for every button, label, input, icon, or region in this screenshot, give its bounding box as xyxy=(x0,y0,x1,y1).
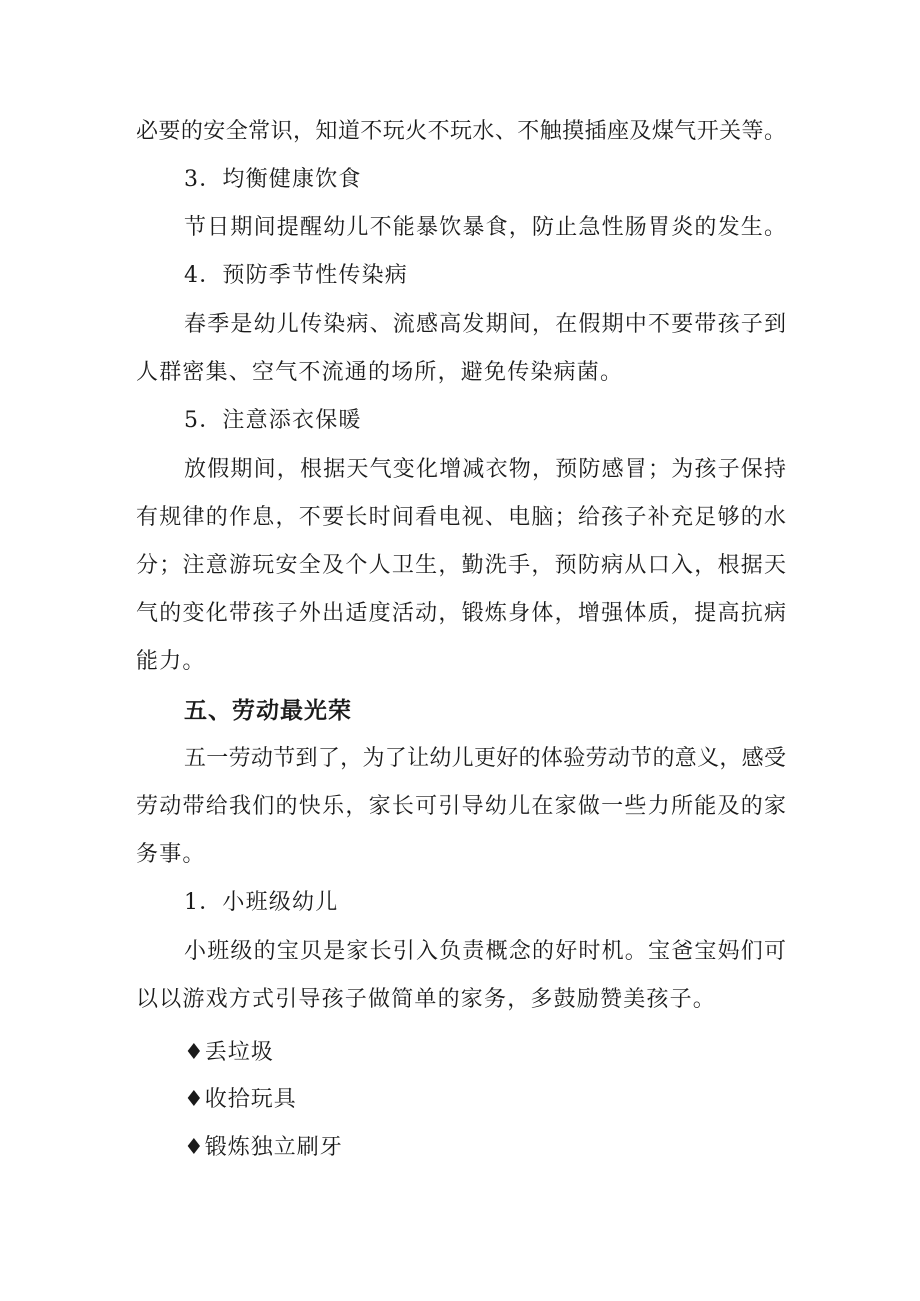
subheading-3: 3．均衡健康饮食 xyxy=(184,167,362,192)
subheading-4: 4．预防季节性传染病 xyxy=(184,263,408,288)
paragraph-line: 必要的安全常识，知道不玩火不玩水、不触摸插座及煤气开关等。 xyxy=(136,119,786,144)
paragraph-line: 务事。 xyxy=(136,842,206,867)
paragraph-line: 有规律的作息，不要长时间看电视、电脑；给孩子补充足够的水 xyxy=(136,505,786,530)
list-item: ♦收拾玩具 xyxy=(184,1087,297,1112)
paragraph-line: 以以游戏方式引导孩子做简单的家务，多鼓励赞美孩子。 xyxy=(136,987,717,1012)
paragraph-line: 能力。 xyxy=(136,649,206,674)
subheading-1: 1．小班级幼儿 xyxy=(184,890,339,915)
paragraph-line: 放假期间，根据天气变化增减衣物，预防感冒；为孩子保持 xyxy=(184,457,786,482)
paragraph-line: 小班级的宝贝是家长引入负责概念的好时机。宝爸宝妈们可 xyxy=(184,939,786,964)
paragraph-line: 人群密集、空气不流通的场所，避免传染病菌。 xyxy=(136,360,624,385)
paragraph-line: 节日期间提醒幼儿不能暴饮暴食，防止急性肠胃炎的发生。 xyxy=(184,215,788,240)
section-heading: 五、劳动最光荣 xyxy=(184,698,352,724)
paragraph-line: 劳动带给我们的快乐，家长可引导幼儿在家做一些力所能及的家 xyxy=(136,794,786,819)
list-item: ♦丢垃圾 xyxy=(184,1040,274,1065)
paragraph-line: 春季是幼儿传染病、流感高发期间，在假期中不要带孩子到 xyxy=(184,312,786,337)
paragraph-line: 分；注意游玩安全及个人卫生，勤洗手，预防病从口入，根据天 xyxy=(136,553,786,578)
paragraph-line: 五一劳动节到了，为了让幼儿更好的体验劳动节的意义，感受 xyxy=(184,746,786,771)
paragraph-line: 气的变化带孩子外出适度活动，锻炼身体，增强体质，提高抗病 xyxy=(136,601,786,626)
subheading-5: 5．注意添衣保暖 xyxy=(184,408,362,433)
list-item: ♦锻炼独立刷牙 xyxy=(184,1135,343,1160)
